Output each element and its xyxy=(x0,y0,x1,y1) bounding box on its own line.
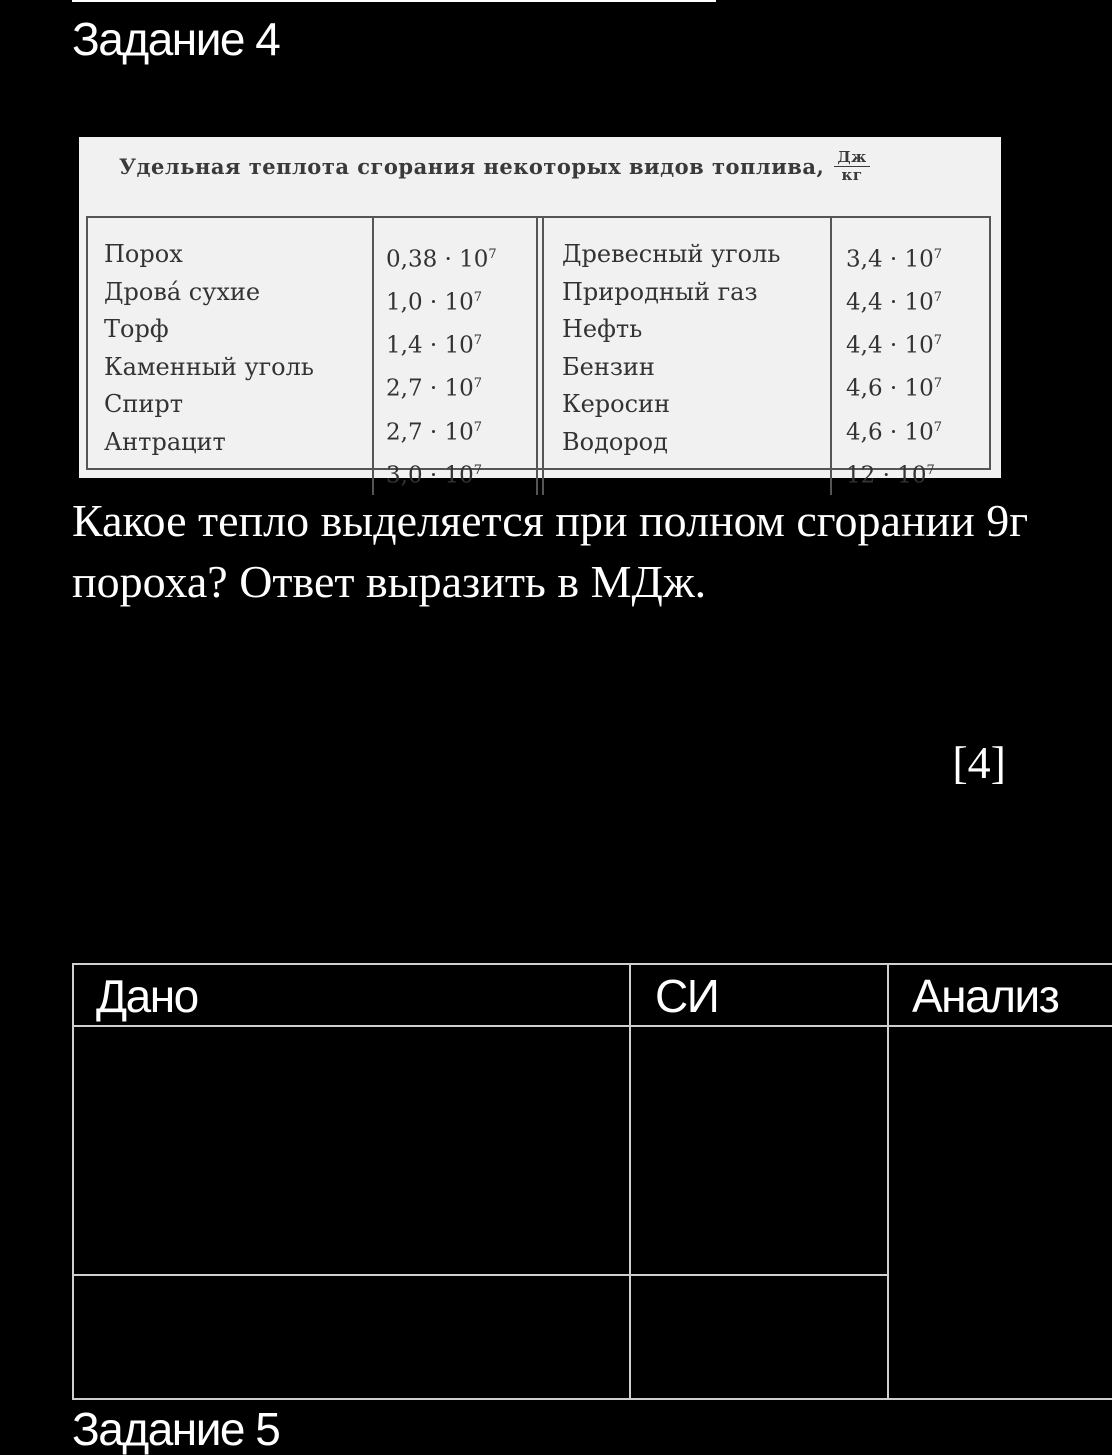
fuel-value-exponent: 7 xyxy=(933,290,943,306)
fuel-value-mantissa: 12 · 10 xyxy=(846,462,927,489)
fuel-value-mantissa: 4,4 · 10 xyxy=(846,332,934,359)
next-task-title xyxy=(72,1403,302,1455)
question-text: Какое тепло выделяется при полном сгорании 9г пороха? Ответ выразить в МДж. xyxy=(72,495,1029,607)
fuel-value xyxy=(846,322,989,365)
fuel-names-right xyxy=(544,218,832,495)
fuel-value xyxy=(386,279,536,322)
task-title: Задание 4 xyxy=(72,13,280,65)
unit-denominator: кг xyxy=(841,166,863,184)
fuel-name: Керосин xyxy=(562,390,671,418)
fuel-value xyxy=(386,409,536,452)
fuel-name: Дрова́ сухие xyxy=(104,277,261,306)
fuel-value-mantissa: 4,6 · 10 xyxy=(846,376,934,403)
fuel-value-exponent: 7 xyxy=(926,462,935,478)
fuel-value-mantissa: 2,7 · 10 xyxy=(386,419,474,446)
si-cell-lower[interactable] xyxy=(631,1276,887,1398)
analiz-cell[interactable] xyxy=(889,1027,1112,1398)
fuel-value-exponent: 7 xyxy=(488,247,497,262)
fuel-value-exponent: 7 xyxy=(933,247,943,262)
fuel-table-image xyxy=(79,137,1001,489)
fuel-table-caption xyxy=(119,149,979,184)
fuel-value-mantissa: 1,0 · 10 xyxy=(386,289,474,316)
fuel-value xyxy=(846,409,989,452)
dano-cell-lower[interactable] xyxy=(74,1276,629,1398)
grid-line-bottom xyxy=(72,1398,1112,1400)
fuel-value xyxy=(846,452,989,495)
header-dano: Дано xyxy=(96,970,198,1022)
fuel-value-exponent: 7 xyxy=(473,462,483,478)
fuel-values-left xyxy=(374,218,538,495)
grid-line-top xyxy=(72,963,1112,965)
fuel-names-left xyxy=(88,218,374,495)
fuel-name: Водород xyxy=(562,427,668,456)
fuel-value-exponent: 7 xyxy=(933,419,943,435)
fuel-value-mantissa: 3,4 · 10 xyxy=(846,246,934,273)
fuel-value-mantissa: 0,38 · 10 xyxy=(386,246,489,273)
fuel-value-exponent: 7 xyxy=(473,419,483,435)
fuel-value xyxy=(846,279,989,322)
points-badge: [4] xyxy=(952,737,1006,788)
fuel-name: Древесный уголь xyxy=(562,240,781,268)
header-analiz: Анализ xyxy=(912,970,1059,1022)
fuel-value-mantissa: 4,6 · 10 xyxy=(846,419,934,446)
fuel-value-exponent: 7 xyxy=(933,333,943,349)
fuel-value-exponent: 7 xyxy=(473,290,483,306)
fuel-name: Торф xyxy=(104,315,169,343)
fuel-value xyxy=(386,365,536,408)
fuel-value xyxy=(386,236,536,279)
answer-grid xyxy=(72,963,1112,1400)
fuel-name: Бензин xyxy=(562,352,655,381)
fuel-value xyxy=(386,322,536,365)
next-task-title-text: Задание 5 xyxy=(72,1403,280,1455)
top-divider xyxy=(72,0,716,2)
fuel-name: Нефть xyxy=(562,315,643,343)
fuel-value-mantissa: 2,7 · 10 xyxy=(386,376,474,403)
fuel-name: Природный газ xyxy=(562,277,758,306)
fuel-values-right xyxy=(832,218,989,495)
fuel-value xyxy=(386,452,536,495)
fuel-value-exponent: 7 xyxy=(473,376,483,392)
fuel-value xyxy=(846,236,989,279)
fuel-value xyxy=(846,365,989,408)
fuel-value-mantissa: 3,0 · 10 xyxy=(386,462,474,489)
si-cell[interactable] xyxy=(631,1027,887,1274)
fuel-value-exponent: 7 xyxy=(473,333,483,349)
header-si: СИ xyxy=(655,970,719,1022)
unit-numerator: Дж xyxy=(834,149,869,167)
fuel-name: Каменный уголь xyxy=(104,352,314,381)
fuel-value-mantissa: 4,4 · 10 xyxy=(846,289,934,316)
fuel-name: Порох xyxy=(104,240,183,268)
fuel-value-exponent: 7 xyxy=(933,376,943,392)
unit-fraction xyxy=(834,149,869,184)
dano-cell[interactable] xyxy=(74,1027,629,1274)
fuel-name: Спирт xyxy=(104,390,183,418)
fuel-caption-text: Удельная теплота сгорания некоторых видов топлива, xyxy=(119,154,825,179)
fuel-name: Антрацит xyxy=(104,427,226,456)
fuel-value-mantissa: 1,4 · 10 xyxy=(386,332,474,359)
